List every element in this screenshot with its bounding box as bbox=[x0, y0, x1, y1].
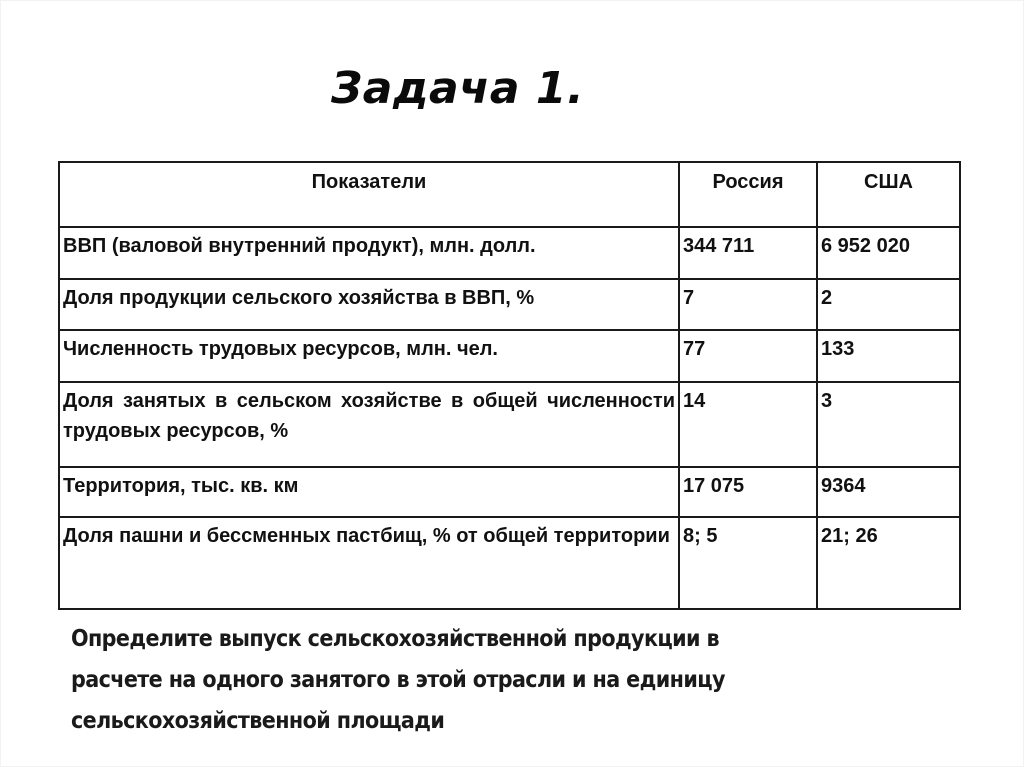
task-description bbox=[71, 619, 951, 742]
usa-value: 21; 26 bbox=[817, 517, 960, 609]
usa-value: 2 bbox=[817, 279, 960, 330]
indicators-table bbox=[58, 161, 961, 610]
usa-value: 9364 bbox=[817, 467, 960, 517]
russia-value: 344 711 bbox=[679, 227, 817, 279]
table-row bbox=[59, 382, 960, 467]
usa-value: 6 952 020 bbox=[817, 227, 960, 279]
usa-value: 133 bbox=[817, 330, 960, 382]
task-line: расчете на одного занятого в этой отрасли и на единицу bbox=[71, 667, 725, 693]
indicator-cell: Доля пашни и бессменных пастбищ, % от общей территории bbox=[59, 517, 679, 609]
task-line: Определите выпуск сельскохозяйственной продукции в bbox=[71, 626, 720, 652]
russia-value: 77 bbox=[679, 330, 817, 382]
table-row bbox=[59, 330, 960, 382]
indicator-cell: Численность трудовых ресурсов, млн. чел. bbox=[59, 330, 679, 382]
task-line: сельскохозяйственной площади bbox=[71, 708, 445, 734]
indicator-cell: Территория, тыс. кв. км bbox=[59, 467, 679, 517]
slide-title: Задача 1. bbox=[331, 63, 585, 114]
russia-value: 8; 5 bbox=[679, 517, 817, 609]
table-row bbox=[59, 517, 960, 609]
indicator-cell: Доля занятых в сельском хозяйстве в общей численности трудовых ресурсов, % bbox=[59, 382, 679, 467]
header-indicator: Показатели bbox=[59, 162, 679, 227]
table-header-row bbox=[59, 162, 960, 227]
indicator-cell: ВВП (валовой внутренний продукт), млн. долл. bbox=[59, 227, 679, 279]
table-row bbox=[59, 467, 960, 517]
header-usa: США bbox=[817, 162, 960, 227]
russia-value: 7 bbox=[679, 279, 817, 330]
russia-value: 17 075 bbox=[679, 467, 817, 517]
table-row bbox=[59, 227, 960, 279]
russia-value: 14 bbox=[679, 382, 817, 467]
indicator-cell: Доля продукции сельского хозяйства в ВВП, % bbox=[59, 279, 679, 330]
header-russia: Россия bbox=[679, 162, 817, 227]
table-row bbox=[59, 279, 960, 330]
usa-value: 3 bbox=[817, 382, 960, 467]
